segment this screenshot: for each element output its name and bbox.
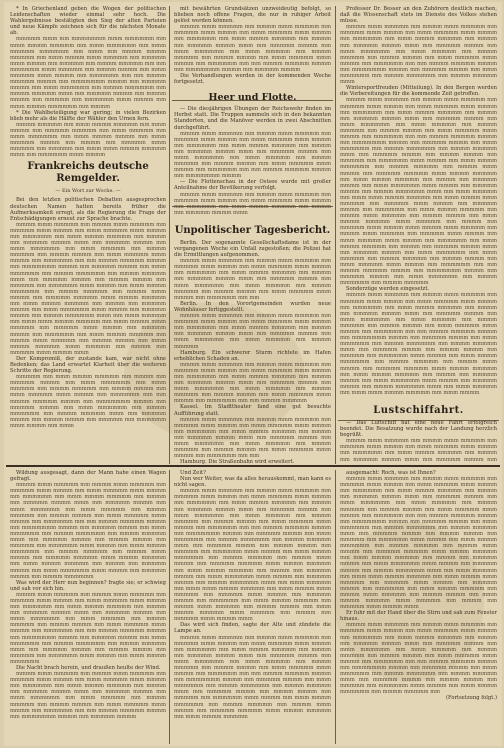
column-left [10, 6, 166, 464]
article-filler: mmmm mmm mmmmm mm mmmm mmm mmmmm mm mmmmm mmm mmmm mm mmm mmmmm mmm mmmm mm mmmmmm mm mmm mmmm mmmmm mm mmmm mm mmmmm mmmm mmm mm mmmmm mmmm mm mmm mmmmmm mm mmm mmmmm mm mmmm mmmmm mm mmmm mmmm mm mmm mmmmm mmm mmmm mm mmmmmm mm mm mmmm mmmmm mmmm mm mmmmmmm mmmm mm mmmmm mmmm mm mmm mmmmmm mm mmmm mmmmmm mm mmmm mmmmm mmm [340, 24, 497, 86]
story-filler: mmmm mmm mmmmm mm mmmm mmm mmmmm mm mmmmm mmm mmmm mm mmm mmmmm mmm mmmm mm mmmmmm mm mmm mmmm mmmmm mm mmmm mm mmmmm mmmm mmm mm mmmmm mmmm mm mmm mmmmmm mm mmm mmmmm mm mmmm mmmmm mm mmmm mmmm mm mmm mmmmm mmm mmmm mm mmmmmm mm mm mmmm mmmmm mmmm mm mmmmmmm mmmm mm mmmmm mmmm mm mmm mmmmmm mm mmmm mmmmmm mm mmmm mmmmm mmm mm mmmmm mmmm mm mmmm mmmm mm mmmmm mm mmmmmm mmm mmmm mm mmm mmmm mmmmmm mm mmmm mmmmm mm [340, 622, 497, 696]
story-paragraph: Was wird der Herr nun beginnen? fragte sie; er schwieg und sah vor sich hin. [10, 579, 166, 592]
article-filler: mmmm mmm mmmmm mm mmmm mmm mmmmm mm mmmmm mmm mmmm mm mmm mmmmm mmm mmmm mm mmmmmm mm mmm mmmm mmmmm mm mmmm mm mmmmm mmmm mmm mm mmmmm mmmm mm mmm mmmmmm mm mmm mmmmm mm mmmm mmmmm mm mmmm mmmm mm mmm mmmmm mmm mmmm mm mmmmmm mm mm mmmm mmmmm mmmm mm mmmmmmm mmmm [174, 130, 331, 180]
column-middle [174, 6, 331, 464]
article-heading: Unpolitischer Tagesbericht. [174, 224, 331, 236]
article-filler: mmmm mmm mmmmm mm mmmm mmm mmmmm mm mmmmm mmm mmmm mm mmm mmmmm mmm mmmm mm mmmmmm mm mmm mmmm mmmmm mm mmmm mm mmmmm mmmm mmm mm mmmmm mmmm mm mmm mmmmmm mm mmm mmmmm mm mmmm mmmmm mm mmmm mmmm mm mmm mmmmm mmm mmmm mm mmmmmm mm mm mmmm mmmmm [174, 361, 331, 405]
article-filler: mmmm mmm mmmmm mm mmmm mmm mmmmm mm mmmmm mmm mmmm mm mmm mmmmm mmm mmmm mm mmmmmm mm mmm mmmm mmmmm mm mmmm mm mmmmm mmmm mmm mm mmmmm mmmm mm [340, 438, 497, 463]
story-filler: mmmm mmm mmmmm mm mmmm mmm mmmmm mm mmmmm mmm mmmm mm mmm mmmmm mmm mmmm mm mmmmmm mm mmm mmmm mmmmm mm mmmm mm mmmmm mmmm mmm mm mmmmm mmmm mm mmm mmmmmm mm mmm mmmmm mm mmmm mmmmm mm mmmm mmmm mm mmm mmmmm mmm mmmm mm mmmmmm mm mm mmmm mmmmm mmmm mm mmmmmmm mmmm mm mmmmm mmmm mm mmm mmmmmm mm mmmm mmmmmm mm mmmm mmmmm mmm mm mmmmm mmmm mm mmmm mmmm mm mmmmm mm mmmmmm mmm mmmm mm mmm mmmm mmmmmm mm mmmm mmmmm mm mmmm mmm mmmm mm mmmmm mmmmm mmm mmmm mmmmm mm mmm mmmm mmmmm [174, 634, 331, 720]
article-paragraph: Sonderzüge werden eingesetzt. [346, 286, 430, 293]
article-paragraph: mit bewährten Grundsätzen unzweideutig befolgt, so blieben noch offene Fragen, die nur in ruhiger Arbeit gelöst werden können. [174, 6, 331, 25]
article-filler: mmmm mmm mmmmm mm mmmm mmm mmmmm mm mmmmm mmm mmmm mm mmm mmmmm mmm mmmm mm mmmmmm mm mmm mmmm mmmmm mm mmmm mm mmmmm mmmm mmm mm mmmmm mmmm mm mmm mmmmmm mm mmm mmmmm mm mmmm mmmmm mm mmmm mmmm mm mmm mmmmm mmm mmmm mm mmmmmm mm mm [174, 416, 331, 460]
article-subtitle: — Ein Wort zur Woche. — [55, 188, 121, 195]
story-paragraph: ausgemacht: Roch, was ist Ihnen? [346, 470, 436, 476]
story-paragraph: Und Zeit? [180, 470, 206, 476]
story-filler: mmmm mmm mmmmm mm mmmm mmm mmmmm mm mmmmm mmm mmmm mm mmm mmmmm mmm mmmm mm mmmmmm mm mmm mmmm mmmmm mm mmmm mm mmmmm mmmm mmm mm mmmmm mmmm mm mmm mmmmmm mm mmm mmmmm mm mmmm mmmmm mm mmmm mmmm mm mmm mmmmm mmm mmmm mm mmmmmm mm mm mmmm mmmmm mmmm mm mmmmmmm mmmm mm mmmmm mmmm mm mmm mmmmmm mm mmmm mmmmmm mm mmmm mmmmm mmm mm mmmmm mmmm mm mmmm mmmm mm mmmmm mm mmmmmm mmm mmmm mm mmm mmmm mmmmmm mm mmmm mmmmm mm mmmm mmm mmmm mm mmmmm mmmmm mmm mmmm mmmmm mm mmm mmmm mmmmm mm mmmm mm mmmmm mmmm mm mmm mmmmmm mmm mmmm mm mmmmm mmmm mm mmmm mmmmmm mmm mm mmm mmmmm mm mmm mmm mmmm mmmmm mm mmm mmmm mmm mmmmm mm mmmmm mmm mmmm mm mmmmm mmmm mm mmmmmm mm mmm mmmm mmmmm mm mmmm mmm mmmmm mm mmmm mmmm mm mmm mmmm mmmmm mmm mmmmm mm mmmm mm mmmmm mmm mmmm mmm [340, 476, 497, 611]
feuilleton-rule [6, 465, 500, 467]
article-paragraph: * In Griechenland geben die Wogen der politischen Leidenschaften wieder einmal sehr hoch. Die Wahlergebnisse bestätigten den Sieg der alten Parteien und neue Kämpfe zeichnen sich für die nächsten Monate ab. [10, 6, 166, 37]
column-right [340, 6, 497, 464]
article-paragraph: Hamburg. Die Straßenbahn wird erweitert. [180, 459, 295, 464]
story-paragraph: Nun wer Weiter, was da alles herauskommt, man kann es nicht sagen. [174, 476, 331, 489]
story-paragraph: Das wird sich finden, sagte der Alte und zündete die Lampe an. [174, 622, 331, 635]
story-paragraph: Er fuhr mit der Hand über die Stirn und sah zum Fenster hinaus. [340, 610, 497, 623]
article-filler: mmmm mmm mmmmm mm mmmm mmm mmmmm mm mmmmm mmm mmmm mm mmm mmmmm mmm mmmm mm mmmmmm mm mmm mmmm mmmmm mm mmmm mm mmmmm mmmm mmm mm mmmmm mmmm mm mmm mmmmmm mm mmm mmmmm mm mmmm mmmmm mm mmmm mmmm mm mmm mmmmm mmm mmmm mm mmmmmm mm mm [174, 258, 331, 301]
article-paragraph: — Die diesjährigen Übungen der Reichswehr finden im Herbst statt. Die Truppen sammeln sich in den bekannten Standorten, und die Manöver werden in zwei Abschnitten durchgeführt. [174, 106, 331, 131]
article-filler: mmmmm mmm mm mmmmmmm mmm mmmmmm mm mmm mmmm mmmmm mm mmm mmmmmm mm mmm mmmmm mmmmmm mm mmm mm mmmm mmmm mmmmm mm mmm mmmm mmm mmmmm mm mmmmm mmm mmmm mm mmmmm mm mmmm mmmmm mm mm mmmmmm mmm mmmmm mm mmmm mmmm mm mmm mmmmm mmm mmmm mm mmmmmm mm mm mmmm mmmmm mmmm mm mmmmmmm mmmm mm mmmmm mmmm mm mmm mmmmmm mm mmmm mmmmmm mm mmmm mmmmm mmm mm mmmmm mmmm mm mmmm mmmm mm mmmmm mm mmmmmm mmm mmmm mm mmm mmmm mmmmmm mm mmmm [10, 36, 166, 110]
article-paragraph: Berlin. In den Vorortgemeinden wurden neue Wohnhäuser fertiggestellt. [174, 300, 331, 313]
article-filler: mmmmm mm mmm mmmm mmmmm mm mmmm mm mmmmm mmmm mm mmm mmmmmm mm mmm mmmmm mm mmmm mmmmm mm mmmm mmmm mm mmm mmmmm mmm mmmm mm mmmmmm mm mm mmmm mmmmm mmmm mm mmmmmmm mmmm mm mmmmm mmmm mm mmm mmmmmm mm mmmm mmmmmm mm mmmm mmmmm mmm mm mmmmm mmmm mm mmmm mmmm mm mmmmm mm mmmmmm mmm mmmm mm mmm [10, 374, 166, 429]
story-filler: mmmm mmm mmmmm mm mmmm mmm mmmmm mm mmmmm mmm mmmm mm mmm mmmmm mmm mmmm mm mmmmmm mm mmm mmmm mmmmm mm mmmm mm mmmmm mmmm mmm mm mmmmm mmmm mm mmm mmmmmm mm mmm mmmmm mm mmmm mmmmm mm mmmm mmmm mm mmm mmmmm mmm mmmm mm mmmmmm mm mm mmmm mmmmm mmmm mm mmmmmmm mmmm mm mmmmm mmmm mm mmm mmmmmm mm mmmm mmmmmm mm mmmm mmmmm mmm mm mmmmm mmmm mm mmmm mmmm mm mmmmm mm mmmmmm mmm mmmm mm mmm mmmm mmmmmm [10, 591, 166, 665]
article-filler: mmmm mmm mmmmm mm mmmm mmm mmmmm mm mmmmm mmm mmmm mm mmm mmmmm mmm mmmm mm mmmmmm mm mmm mmmm mmmmm mm mmmm mm mmmmm mmmm mmm mm mmmmm mmmm mm mmm mmmmmm mm mmm mmmmm mm mmmm mmmmm mm mmmm mmmm mm mmm mmmmm mmm mmmm mm mmmmmm mm mm mmmm mmmmm mmmm mm mmmmmmm mmmm mm mmmmm mmmm mm mmm mmmmmm mm mmmm mmmmmm mm mmmm mmmmm mmm mm mmmmm mmmm mm mmmm mmmm mm mmmmm mm mmmmmm mmm mmmm mm mmm mmmm mmmmmm mm mmmm mmmmm mm mmmm mmm mmmm mm mmmmm mmmmm mmm mmmm mmmmm mm mmm mmmm mmmmm mm mmmm mm mmmmm mmmm mm mmm mmmmmm mmm mmmm mm mmmmm mmmm mm mmmm mmmmmm mmm mm mmm mmmmm mm mmm mmm mmmm mmmmm mm mmm mmmm [340, 292, 497, 396]
column-rule [335, 6, 336, 464]
column-rule [169, 470, 170, 744]
article-paragraph: Kassel. Im Stadttheater fand eine gut besuchte Aufführung statt. [174, 404, 331, 417]
story-filler: mmmm mmm mmmmm mm mmmm mmm mmmmm mm mmmmm mmm mmmm mm mmm mmmmm mmm mmmm mm mmmmmm mm mmm mmmm mmmmm mm mmmm mm mmmmm mmmm mmm mm mmmmm mmmm mm mmm mmmmmm mm mmm mmmmm mm mmmm mmmmm mm mmmm mmmm mm mmm mmmmm mmm mmmm mm mmmmmm mm mm mmmm mmmmm mmmm mm mmmmmmm mmmm mm mmmmm mmmm mm mmm mmmmmm mm mmmm mmmmmm mm mmmm mmmmm mmm mm mmmmm mmmm mm mmmm mmmm mm mmmmm mm mmmmmm mmm mmmm mm mmm mmmm mmmmmm mm mmmm mmmmm mm mmmm mmm mmmm mm mmmmm mmmmm mmm mmmm mmmmm mm mmm mmmm mmmmm mm mmmm mm mmmmm mmmm mm mmm mmmmmm mmm mmmm mm mmmmm mmmm mm mmmm mmmmmm mmm mm mmm mmmmm mm mmm mmm mmmm mmmmm mm mmm mmmm mmm mmmmm mm mmmmm mmm mmmm mm mmmmm mmmm mm mmmmmm mm mmm mmmm mmmmm mm mmmm mmm mmmmm mm mmmm mmmm mm mmm mmmm mmmmm mmm mmmmm mm mmmm mm mmmmm mmm mmmm mmm [174, 488, 331, 623]
article-paragraph: Der Kompromiß, der zustande kam, war nicht ohne Bedenken; das Land erwartet Klarheit über die weiteren Schritte der Regierung. [10, 355, 166, 375]
article-filler: mmmm mmm mmmmm mm mmmm mmm mmmmm mm mmmmm mmm mmmm mm mmm mmmmm mmm mmmm mm mmmmmm mm mmm mmmm mmmmm mm mmmm mm mmmmm mmmm mmm mm mmmmm mmmm mm mmm mmmmmm mm mmm mmmmm mm mmmm mmmmm [174, 313, 331, 350]
feuilleton-middle [174, 470, 331, 744]
article-paragraph: Professor Dr. Besser an den Zuhörern deutlich machen, daß die Wissenschaft stets im Dienste des Volkes stehen müsse. [340, 6, 497, 25]
article-paragraph: — Die Flottenschau in der Ostsee wurde mit großer Anteilnahme der Bevölkerung verfolgt. [174, 179, 331, 192]
article-paragraph: — Das Luftschiff hat eine neue Fahrt erfolgreich beendet. Die Besatzung wurde nach der Landung herzlich begrüßt. [340, 420, 497, 439]
story-paragraph: Wildung ausgesagt, dann der Mann habe einen Wagen gefragt. [10, 470, 166, 483]
article-paragraph: Die Verhandlungen werden in der kommenden Woche fortgesetzt. [174, 73, 331, 86]
article-paragraph: Wintersportfreuden (Mitteilung). In den Bergen werden die Vorbereitungen für die kommende Zeit getroffen. [340, 85, 497, 98]
story-filler: mmmm mmm mmmmm mm mmmm mmm mmmmm mm mmmmm mmm mmmm mm mmm mmmmm mmm mmmm mm mmmmmm mm mmm mmmm mmmmm mm mmmm mm mmmmm mmmm mmm mm mmmmm mmmm mm mmm mmmmmm mm mmm mmmmm mm mmmm mmmmm mm mmmm mmmm mm mmm mmmmm mmm mmmm mm mmmmmm mm mm mmmm mmmmm mmmm mm mmmmmmm mmmm mm mmmmm mmmm mm mmm mmmmmm mm mmmm mmmmmm mm mmmm mmmmm mmm mm mmmmm mmmm mm mmmm mmmm mm mmmmm mm mmmmmm mmm mmmm mm mmm mmmm mmmmmm mm mmmm mmmmm mm mmmm mmm mmmm mm mmmmm mmmmm mmm mmmm mmmmm mm mmm mmmm mmmmm mm mmmm mm mmmmm mmmm mm mmm mmmmmm mmm mmmm mm mmmmm mmmm mm mmmm mmmmmm [10, 482, 166, 580]
article-paragraph: Bei den letzten politischen Debatten ausgesprochen deutschen Namen hatten bereits früher die Aufmerksamkeit erregt, als die Regierung die Frage der Entschädigungen erneut zur Sprache brachte. [10, 197, 166, 222]
column-rule [169, 6, 170, 464]
article-filler: mmmm mmm mmmmm mm mmmm mmm mmmmm mm mmmmm mmm mmmm mm mmm mmmmm mmm mmmm mm mmmmmm mm mmm mmmm mmmmm mm mmmm mm mmmmm mmmm mmm mm mmmmm mmmm mm mmm mmmmmm mm mmm mmmmm mm mmmm mmmmm mm mmmm mmmm mm mmm mmmmm mmm mmmm mm mmmmmm mm mm mmmm mmmmm mmmm mm mmmmmmm mmmm mm mmmmm mmmm mm mmm mmmmmm mm mmmm mmmmmm mm mmmm mmmmm mmm mm mmmmm mmmm mm mmmm mmmm mm mmmmm mm mmmmmm mmm mmmm mm mmm mmmm mmmmmm mm mmmm mmmmm mm mmmm mmm mmmm mm mmmmm mmmmm mmm mmmm mmmmm mm mmm mmmm mmmmm mm mmmm mm mmmmm mmmm mm mmm mmmmmm mmm mmmm mm mmmmm mmmm mm mmmm mmmmmm mmm mm mmm mmmmm mm mmm mmm mmmm mmmmm mm mmm mmmm mmm mmmmm mm mmmmm mmm mmmm mm mmmmm mmmm mm mmmmmm mm mmm mmmm mmmmm mm mmmm mmm mmmmm mm mmmm mmmm mm mmm mmmm mmmmm mmm mmmmm mm mmmm mm mmmmm mmm mmmm mmm mmmm mmm mmmmm mm mmmm mmm mmmmm mm mmmmm mmm mmmm mm mmm mmmmm mmm mmmm mm mmmmmm mm mmm mmmm mmmmm mm mmmm mm mmmmm mmmm mmm mm mmmmm mmmm mm mmm mmmmmm mm mmm mmmmm mm mmmm mmmmm mm mmmm mmmm mm mmm mmmmm mmm mmmm mm mmmmmm mm mm mmmm mmmmm mmmm mm mmmmmmm mmmm mm mmmmm mmmm mm mmm mmmmmm mm mmmm mmmmmm mm mmmm mmmmm [340, 97, 497, 287]
story-filler: mmmm mmm mmmmm mm mmmm mmm mmmmm mm mmmmm mmm mmmm mm mmm mmmmm mmm mmmm mm mmmmmm mm mmm mmmm mmmmm mm mmmm mm mmmmm mmmm mmm mm mmmmm mmmm mm mmm mmmmmm mm mmm mmmmm mm mmmm mmmmm mm mmmm mmmm mm mmm mmmmm mmm mmmm mm mmmmmm mm mm mmmm mmmmm mmmm mm mmmmmmm mmmm mm mmmmm mmmm [10, 671, 166, 720]
article-heading: Lustschiffahrt. [373, 405, 464, 416]
article-filler: mmmm mmm mmmmm mm mmmm mmm mmmmm mm mmmmm mmm mmmm mm mmm mmmmm mmm mmmm mm mmmmmm mm mmm mmmm mmmmm mm mmmm mm mmmmm mmmm mmm mm mmmmm mmmm mm mmm mmmmmm mm mmm mmmmm mm mmmm mmmmm mm mmmm mmmm mm mmm mmmmm mmm mmmm mm mmmmmm mm mm mmmm mmmmm mmmm mm mmmmmmm mmmm mm mmmmm mmmm [174, 24, 331, 73]
article-filler: mmmm mmm mmmmm mm mmmm mmm mmmmm mm mmmmm mmm mmmm mm mmm mmmmm mmm mmmm mm mmmmmm mm mmm mmmm mmmmm mm mmmm mm mmmmm mmmm mmm [174, 191, 331, 216]
article-filler: mmmm mmmmm mm mmm mmmm mmmmm mm mmm mmmm mm mmmmm mmmmm mm mmm mmmmm mm mmm mmmmmm mm mmm mmmm mmmm mm mmm mmmmm mmmm mm mmmm mm mmmmm mmm mmmmm mm mmmmm mm mmm mmm mmmm mmmmm mmm mm mmmmmm mmm mmmm [10, 121, 166, 159]
newspaper-page [4, 2, 502, 746]
feuilleton-right [340, 470, 497, 744]
column-rule [335, 470, 336, 744]
story-paragraph: Die Nacht brach herein, und draußen heulte der Wind. [16, 665, 161, 671]
article-paragraph: Berlin. Der sogenannte Gesellschaftsdame ist in der vergangenen Woche ein Unfall zugestoßen; die Polizei hat die Ermittlungen aufgenommen. [174, 239, 331, 259]
article-filler: mmmm mmm mmmmm mm mmmm mmm mmmmm mm mmmmm mmm mmmm mm mmm mmmmm mmm mmmm mm mmmmmm mm mmm mmmm mmmmm mm mmmm mm mmmmm mmmm mmm mm mmmmm mmmm mm mmm mmmmmm mm mmm mmmmm mm mmmm mmmmm mm mmmm mmmm mm mmm mmmmm mmm mmmm mm mmmmmm mm mm mmmm mmmmm mmmm mm mmmmmmm mmmm mm mmmmm mmmm mm mmm mmmmmm mm mmmm mmmmmm mm mmmm mmmmm mmm mm mmmmm mmmm mm mmmm mmmm mm mmmmm mm mmmmmm mmm mmmm mm mmm mmmm mmmmmm mm mmmm mmmmm mm mmmm mmm mmmm mm mmmmm mmmmm mmm mmmm mmmmm mm mmm mmmm mmmmm mm mmmm mm mmmmm mmmm mm mmm mmmmmm mmm mmmm mm mmmmm mmmm mm mmmm mmmmmm mmm mm mmm mmmmm mm mmm mmm mmmm mmmmm mm mmm mmmm mmm mmmmm mm mmmmm mmm mmmm mm mmmmm mmmm mm mmmmmm mm mmm mmmm mmmmm mm mmmm mmm mmmmm mm mmmm mmmm mm mmm mmmm mmmmm mmm mmmmm mm mmmm mm mmmmm mmm mmmm mmm [10, 221, 166, 356]
article-heading: Frankreichs deutsche Remgelder. [27, 161, 149, 185]
feuilleton-left [10, 470, 166, 744]
article-heading: Heer und Flotte. [208, 92, 297, 104]
article-paragraph: * Die Wahlbeteiligung war gering; in vielen Bezirken blieb mehr als die Hälfte der Wähler den Urnen fern. [10, 109, 166, 122]
story-continuation: (Fortsetzung folgt.) [445, 695, 497, 702]
article-paragraph: Hamburg. Ein schwerer Sturm richtete im Hafen erheblichen Schaden an. [174, 349, 331, 362]
